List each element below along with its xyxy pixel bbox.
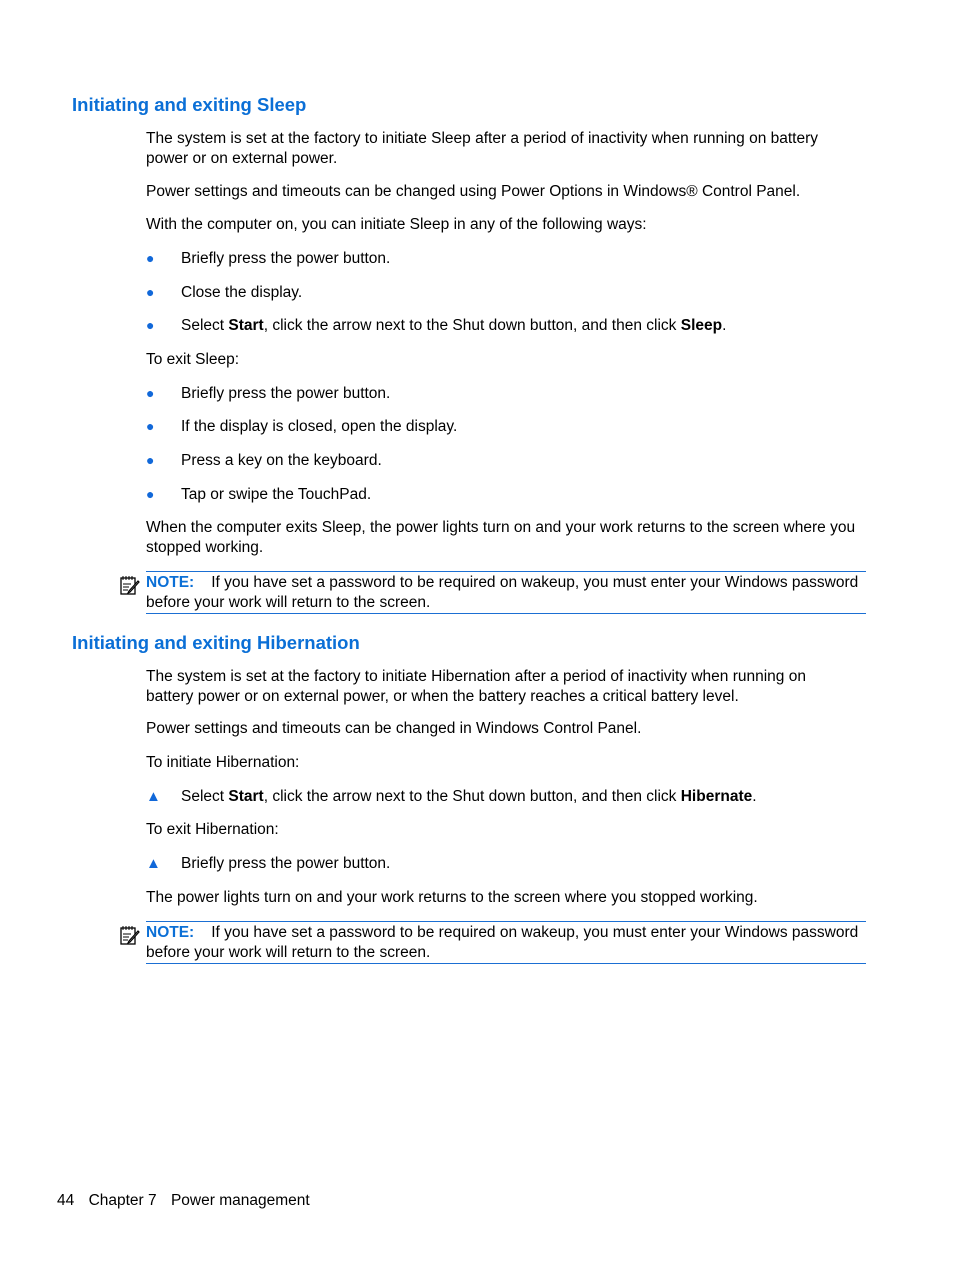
list-item-text: Briefly press the power button.	[181, 385, 391, 402]
hibernation-settings-paragraph: Power settings and timeouts can be changed in Windows Control Panel.	[146, 720, 642, 737]
note-icon	[119, 924, 141, 946]
bullet-icon: ●	[146, 385, 155, 401]
sleep-ways-paragraph: With the computer on, you can initiate Sleep in any of the following ways:	[146, 216, 647, 233]
sleep-exit-paragraph: When the computer exits Sleep, the power lights turn on and your work returns to the screen where you stopped working.	[146, 519, 856, 556]
list-item-text: Briefly press the power button.	[181, 250, 391, 267]
bullet-icon: ●	[146, 284, 155, 300]
note-label: NOTE:	[146, 574, 195, 591]
list-item-text: Press a key on the keyboard.	[181, 452, 382, 469]
triangle-icon: ▲	[146, 855, 161, 872]
chapter-label: Chapter 7	[88, 1192, 157, 1209]
list-item-text: Close the display.	[181, 284, 303, 301]
bullet-icon: ●	[146, 452, 155, 468]
note-text: If you have set a password to be required on wakeup, you must enter your Windows password before your work will return to the screen.	[146, 924, 859, 961]
list-item-text: Tap or swipe the TouchPad.	[181, 486, 372, 503]
note-icon	[119, 574, 141, 596]
sleep-settings-paragraph: Power settings and timeouts can be changed using Power Options in Windows® Control Panel.	[146, 183, 801, 200]
triangle-icon: ▲	[146, 788, 161, 805]
list-item-text: Briefly press the power button.	[181, 855, 391, 872]
note-label: NOTE:	[146, 924, 195, 941]
list-item-text: Select Start, click the arrow next to the Shut down button, and then click Hibernate.	[181, 788, 757, 805]
bullet-icon: ●	[146, 418, 155, 434]
list-item-text: If the display is closed, open the display.	[181, 418, 458, 435]
sleep-intro-paragraph: The system is set at the factory to initiate Sleep after a period of inactivity when running on battery power or on external power.	[146, 130, 819, 167]
bullet-icon: ●	[146, 250, 155, 266]
hibernation-intro-paragraph: The system is set at the factory to initiate Hibernation after a period of inactivity when running on battery power or on external power, or when the battery reaches a critical battery level.	[146, 668, 806, 705]
note-box	[146, 571, 866, 614]
hibernation-exit-intro: To exit Hibernation:	[146, 821, 279, 838]
bullet-icon: ●	[146, 317, 155, 333]
section-heading-hibernation: Initiating and exiting Hibernation	[72, 632, 360, 653]
page-number: 44	[57, 1192, 75, 1209]
note-box	[146, 921, 866, 964]
section-heading-sleep: Initiating and exiting Sleep	[72, 94, 307, 115]
sleep-exit-intro: To exit Sleep:	[146, 351, 240, 368]
note-text: If you have set a password to be required on wakeup, you must enter your Windows password before your work will return to the screen.	[146, 574, 859, 611]
chapter-title: Power management	[170, 1192, 310, 1209]
list-item-text: Select Start, click the arrow next to the Shut down button, and then click Sleep.	[181, 317, 727, 334]
page-footer	[57, 1192, 320, 1210]
hibernation-initiate-intro: To initiate Hibernation:	[146, 754, 300, 771]
hibernation-exit-paragraph: The power lights turn on and your work returns to the screen where you stopped working.	[146, 889, 758, 906]
bullet-icon: ●	[146, 486, 155, 502]
